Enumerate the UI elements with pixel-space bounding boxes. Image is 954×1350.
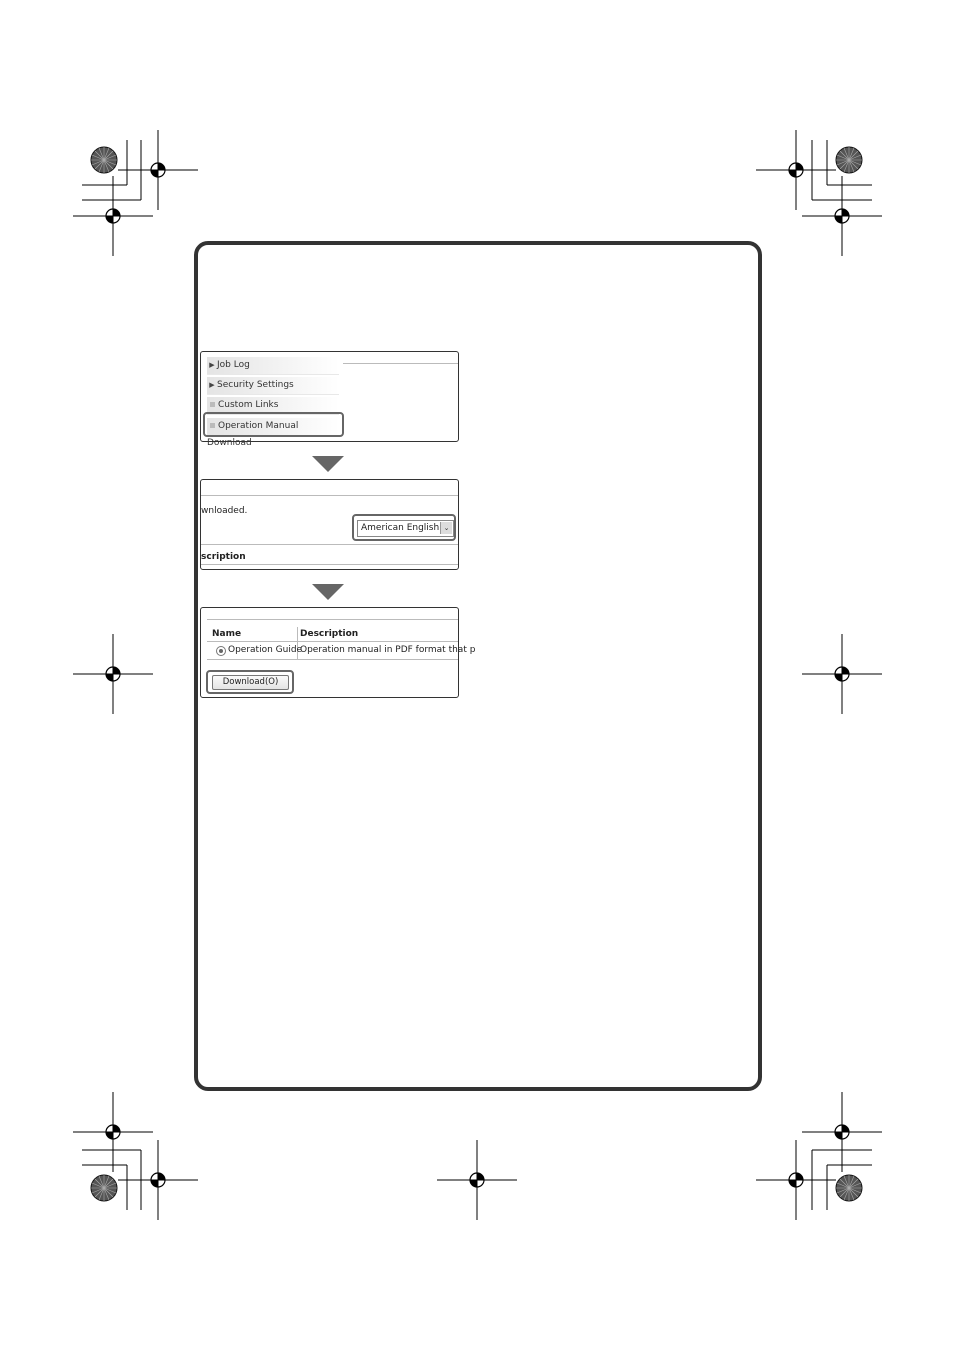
row-name: Operation Guide <box>228 645 303 655</box>
download-panel <box>200 607 476 698</box>
column-header-name: Name <box>212 629 242 639</box>
menu-item-label: Security Settings <box>217 380 294 390</box>
square-bullet-icon <box>210 402 215 407</box>
menu-item-job-log[interactable] <box>207 357 339 375</box>
menu-panel <box>200 351 459 448</box>
menu-item-label: Operation Manual Download <box>207 421 299 448</box>
triangle-right-icon: ▶ <box>209 381 215 389</box>
down-arrow-icon <box>312 584 344 600</box>
row-description: Operation manual in PDF format that p <box>300 645 476 655</box>
highlight-box <box>352 514 456 541</box>
language-select-value: American English <box>361 523 440 533</box>
table-row <box>207 644 476 658</box>
highlight-box <box>206 670 294 694</box>
down-arrow-icon <box>312 456 344 472</box>
menu-item-label: Job Log <box>217 360 250 370</box>
description-header: scription <box>201 552 246 562</box>
download-button[interactable]: Download(O) <box>212 675 289 690</box>
column-header-description: Description <box>300 629 359 639</box>
info-text: wnloaded. <box>201 506 248 516</box>
language-panel <box>200 479 459 570</box>
triangle-right-icon: ▶ <box>209 361 215 369</box>
chevron-down-icon[interactable]: ⌄ <box>440 522 452 534</box>
radio-button[interactable] <box>216 646 226 656</box>
menu-item-label: Custom Links <box>218 400 279 410</box>
highlight-box <box>203 412 344 437</box>
menu-item-security-settings[interactable] <box>207 377 339 395</box>
